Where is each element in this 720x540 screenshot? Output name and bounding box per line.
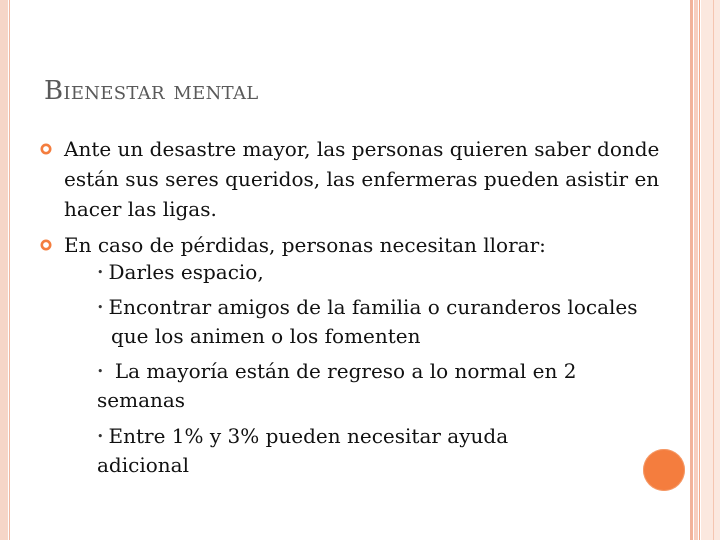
- slide-title: Bienestar mental: [44, 76, 259, 106]
- sub-bullet: [97, 422, 567, 480]
- main-bullet: [64, 230, 664, 260]
- small-dot-bullet-icon: •: [97, 365, 104, 378]
- sub-bullet: [97, 258, 637, 287]
- main-bullet: [64, 134, 664, 224]
- small-dot-bullet-icon: •: [97, 301, 104, 314]
- sub-bullet-text: La mayoría están de regreso a lo normal en 2 semanas: [97, 359, 577, 412]
- small-dot-bullet-icon: •: [97, 430, 104, 443]
- sub-bullet: [97, 357, 637, 415]
- sub-bullet-text: Darles espacio,: [108, 260, 264, 284]
- orange-ring-bullet-icon: [40, 239, 52, 251]
- sub-bullet: [97, 293, 651, 351]
- main-bullet-text: En caso de pérdidas, personas necesitan llorar:: [64, 233, 546, 257]
- sub-bullet-text: Encontrar amigos de la familia o curanderos locales que los animen o los fomenten: [108, 295, 638, 348]
- main-bullet-text: Ante un desastre mayor, las personas quieren saber donde están sus seres queridos, las enfermeras pueden asistir en hacer las ligas.: [64, 137, 660, 221]
- orange-ring-bullet-icon: [40, 143, 52, 155]
- small-dot-bullet-icon: •: [97, 266, 104, 279]
- sub-bullet-text: Entre 1% y 3% pueden necesitar ayuda adicional: [97, 424, 509, 477]
